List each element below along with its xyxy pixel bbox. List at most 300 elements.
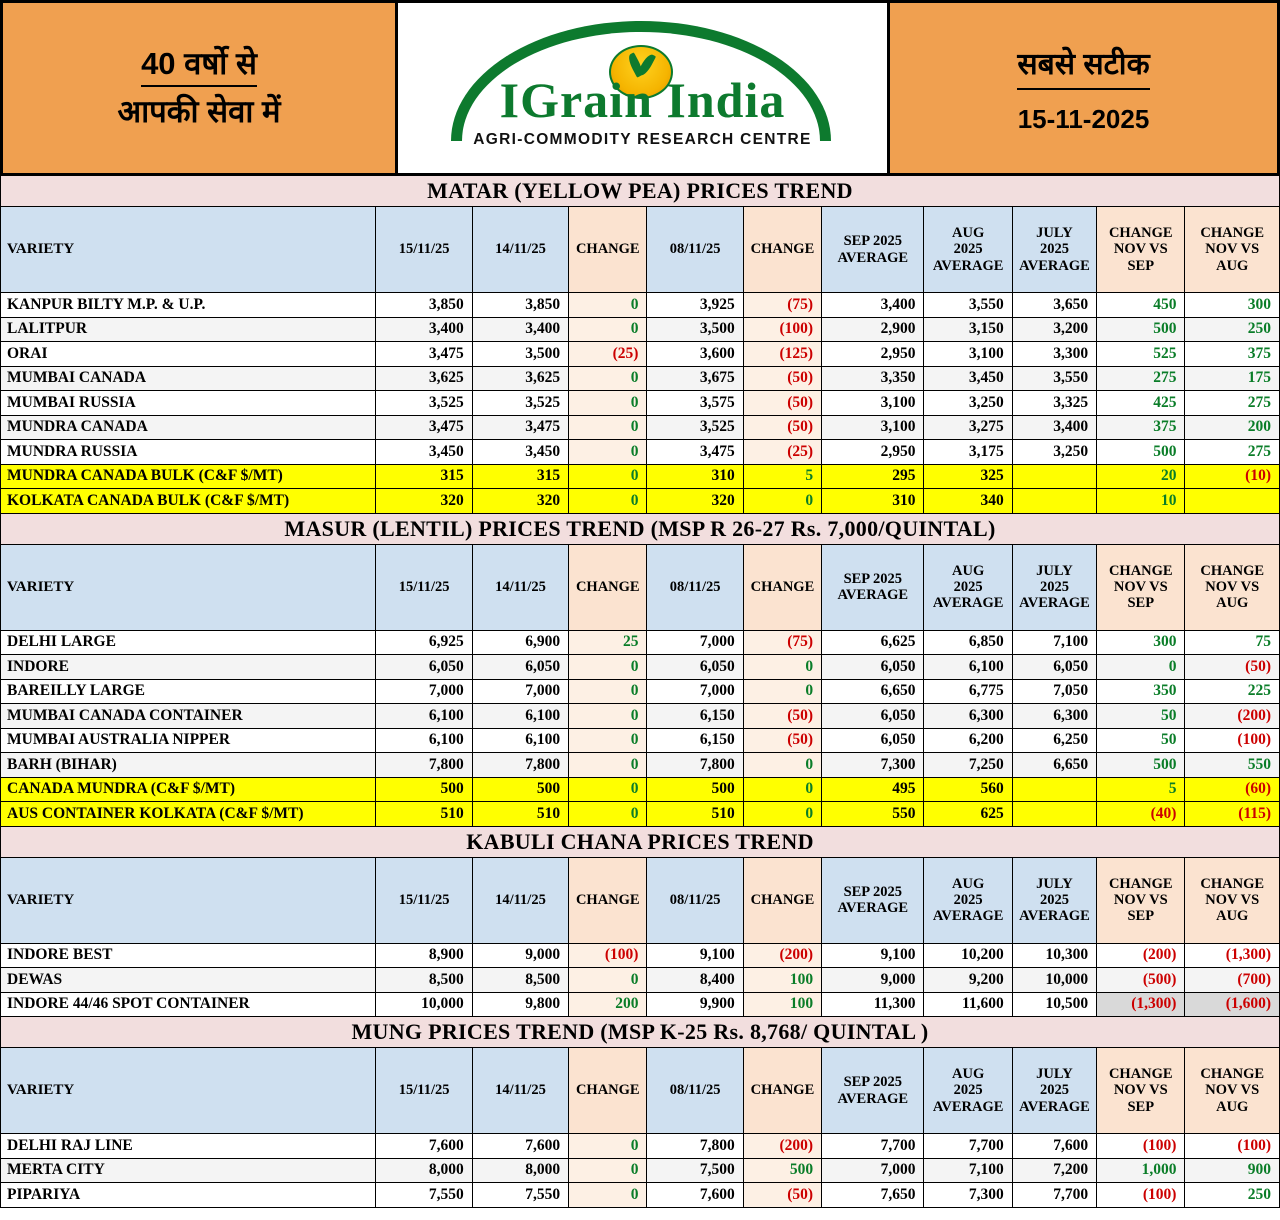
- cell-date-2: 500: [472, 777, 568, 802]
- col-sep-avg: SEP 2025 AVERAGE: [822, 1048, 924, 1134]
- table-row: [1, 728, 1280, 753]
- table-row: [1, 440, 1280, 465]
- cell-date-2: 6,900: [472, 630, 568, 655]
- table-body: [1, 176, 1280, 1208]
- cell-change-nov-aug: (50): [1185, 655, 1280, 680]
- cell-date-1: 510: [376, 802, 472, 827]
- cell-change-nov-aug: [1185, 489, 1280, 514]
- cell-change-2: (50): [743, 415, 821, 440]
- cell-date-2: 7,600: [472, 1134, 568, 1159]
- col-aug-avg: AUG 2025 AVERAGE: [924, 544, 1012, 630]
- col-change-1: CHANGE: [569, 544, 647, 630]
- cell-aug-avg: 3,175: [924, 440, 1012, 465]
- cell-sep-avg: 6,050: [822, 655, 924, 680]
- table-row: [1, 293, 1280, 318]
- cell-sep-avg: 7,650: [822, 1183, 924, 1208]
- cell-change-1: 0: [569, 366, 647, 391]
- cell-change-nov-sep: 500: [1097, 440, 1185, 465]
- table-row: [1, 777, 1280, 802]
- cell-sep-avg: 9,100: [822, 943, 924, 968]
- cell-date-1: 315: [376, 464, 472, 489]
- col-change-2: CHANGE: [743, 857, 821, 943]
- cell-change-2: (75): [743, 293, 821, 318]
- cell-sep-avg: 7,700: [822, 1134, 924, 1159]
- cell-july-avg: 7,600: [1012, 1134, 1096, 1159]
- col-change-nov-aug: CHANGE NOV VS AUG: [1185, 857, 1280, 943]
- cell-change-nov-sep: (100): [1097, 1183, 1185, 1208]
- cell-sep-avg: 6,650: [822, 679, 924, 704]
- cell-sep-avg: 3,100: [822, 391, 924, 416]
- col-change-nov-aug: CHANGE NOV VS AUG: [1185, 1048, 1280, 1134]
- col-variety: VARIETY: [1, 544, 376, 630]
- col-date-3: 08/11/25: [647, 207, 743, 293]
- cell-date-1: 3,450: [376, 440, 472, 465]
- table-row: [1, 943, 1280, 968]
- cell-sep-avg: 550: [822, 802, 924, 827]
- cell-change-nov-aug: 300: [1185, 293, 1280, 318]
- cell-july-avg: 6,250: [1012, 728, 1096, 753]
- row-variety: DELHI RAJ LINE: [1, 1134, 376, 1159]
- col-date-3: 08/11/25: [647, 857, 743, 943]
- cell-date-3: 6,150: [647, 704, 743, 729]
- row-variety: DEWAS: [1, 968, 376, 993]
- row-variety: INDORE 44/46 SPOT CONTAINER: [1, 992, 376, 1017]
- cell-change-1: 0: [569, 415, 647, 440]
- cell-date-1: 7,800: [376, 753, 472, 778]
- cell-change-nov-sep: (500): [1097, 968, 1185, 993]
- cell-date-2: 6,100: [472, 704, 568, 729]
- section-title-row: [1, 513, 1280, 544]
- cell-change-2: 0: [743, 753, 821, 778]
- cell-sep-avg: 6,050: [822, 728, 924, 753]
- cell-change-nov-aug: 75: [1185, 630, 1280, 655]
- table-row: [1, 366, 1280, 391]
- cell-change-nov-sep: 375: [1097, 415, 1185, 440]
- cell-change-2: 0: [743, 777, 821, 802]
- cell-date-1: 7,550: [376, 1183, 472, 1208]
- cell-sep-avg: 2,900: [822, 317, 924, 342]
- row-variety: KOLKATA CANADA BULK (C&F $/MT): [1, 489, 376, 514]
- col-july-avg: JULY 2025 AVERAGE: [1012, 207, 1096, 293]
- col-variety: VARIETY: [1, 207, 376, 293]
- table-row: [1, 391, 1280, 416]
- cell-aug-avg: 6,775: [924, 679, 1012, 704]
- cell-date-1: 3,475: [376, 342, 472, 367]
- cell-change-2: (50): [743, 1183, 821, 1208]
- cell-date-3: 8,400: [647, 968, 743, 993]
- section-title: MATAR (YELLOW PEA) PRICES TREND: [1, 176, 1280, 207]
- col-date-1: 15/11/25: [376, 1048, 472, 1134]
- cell-change-nov-sep: 450: [1097, 293, 1185, 318]
- cell-date-2: 8,500: [472, 968, 568, 993]
- table-row: [1, 630, 1280, 655]
- cell-date-3: 500: [647, 777, 743, 802]
- cell-july-avg: 3,325: [1012, 391, 1096, 416]
- cell-change-1: 0: [569, 777, 647, 802]
- cell-date-3: 310: [647, 464, 743, 489]
- cell-date-1: 6,100: [376, 704, 472, 729]
- table-row: [1, 704, 1280, 729]
- col-date-3: 08/11/25: [647, 1048, 743, 1134]
- cell-aug-avg: 340: [924, 489, 1012, 514]
- cell-date-2: 7,550: [472, 1183, 568, 1208]
- cell-july-avg: 3,400: [1012, 415, 1096, 440]
- cell-sep-avg: 3,100: [822, 415, 924, 440]
- cell-change-2: (100): [743, 317, 821, 342]
- cell-july-avg: 10,500: [1012, 992, 1096, 1017]
- cell-july-avg: 7,200: [1012, 1158, 1096, 1183]
- cell-date-3: 6,050: [647, 655, 743, 680]
- cell-sep-avg: 310: [822, 489, 924, 514]
- cell-july-avg: 3,250: [1012, 440, 1096, 465]
- cell-change-nov-aug: 900: [1185, 1158, 1280, 1183]
- cell-july-avg: [1012, 802, 1096, 827]
- report-header: [0, 0, 1280, 175]
- table-row: [1, 1134, 1280, 1159]
- cell-change-1: 0: [569, 1134, 647, 1159]
- logo-subtitle: AGRI-COMMODITY RESEARCH CENTRE: [473, 131, 812, 148]
- col-change-nov-sep: CHANGE NOV VS SEP: [1097, 544, 1185, 630]
- cell-change-nov-sep: 350: [1097, 679, 1185, 704]
- cell-date-1: 3,850: [376, 293, 472, 318]
- cell-date-2: 3,625: [472, 366, 568, 391]
- cell-change-2: (50): [743, 704, 821, 729]
- section-title: MASUR (LENTIL) PRICES TREND (MSP R 26-27 Rs. 7,000/QUINTAL): [1, 513, 1280, 544]
- cell-change-nov-sep: 500: [1097, 753, 1185, 778]
- cell-july-avg: 6,050: [1012, 655, 1096, 680]
- col-date-2: 14/11/25: [472, 857, 568, 943]
- cell-date-2: 3,525: [472, 391, 568, 416]
- cell-date-3: 7,800: [647, 1134, 743, 1159]
- row-variety: MUNDRA RUSSIA: [1, 440, 376, 465]
- cell-july-avg: 7,100: [1012, 630, 1096, 655]
- cell-date-2: 510: [472, 802, 568, 827]
- section-title: MUNG PRICES TREND (MSP K-25 Rs. 8,768/ QUINTAL ): [1, 1017, 1280, 1048]
- cell-change-2: 100: [743, 992, 821, 1017]
- cell-date-1: 3,625: [376, 366, 472, 391]
- col-variety: VARIETY: [1, 857, 376, 943]
- row-variety: INDORE: [1, 655, 376, 680]
- logo-name: IGrain India: [499, 72, 786, 128]
- cell-sep-avg: 2,950: [822, 342, 924, 367]
- cell-date-3: 9,100: [647, 943, 743, 968]
- table-row: [1, 753, 1280, 778]
- cell-july-avg: 3,300: [1012, 342, 1096, 367]
- cell-sep-avg: 2,950: [822, 440, 924, 465]
- col-change-nov-aug: CHANGE NOV VS AUG: [1185, 544, 1280, 630]
- cell-date-2: 315: [472, 464, 568, 489]
- cell-date-3: 7,000: [647, 679, 743, 704]
- cell-change-nov-aug: (115): [1185, 802, 1280, 827]
- col-change-1: CHANGE: [569, 857, 647, 943]
- row-variety: MUNDRA CANADA: [1, 415, 376, 440]
- cell-july-avg: 10,300: [1012, 943, 1096, 968]
- cell-july-avg: 6,300: [1012, 704, 1096, 729]
- cell-change-nov-aug: 225: [1185, 679, 1280, 704]
- row-variety: INDORE BEST: [1, 943, 376, 968]
- cell-sep-avg: 495: [822, 777, 924, 802]
- cell-change-2: (50): [743, 366, 821, 391]
- cell-aug-avg: 6,200: [924, 728, 1012, 753]
- col-aug-avg: AUG 2025 AVERAGE: [924, 857, 1012, 943]
- cell-change-2: (50): [743, 728, 821, 753]
- cell-change-nov-aug: 275: [1185, 440, 1280, 465]
- cell-change-1: 0: [569, 679, 647, 704]
- cell-change-2: 0: [743, 679, 821, 704]
- section-title: KABULI CHANA PRICES TREND: [1, 826, 1280, 857]
- cell-change-1: 0: [569, 1158, 647, 1183]
- cell-sep-avg: 6,050: [822, 704, 924, 729]
- cell-change-nov-sep: 425: [1097, 391, 1185, 416]
- cell-date-2: 3,400: [472, 317, 568, 342]
- cell-date-1: 500: [376, 777, 472, 802]
- cell-change-1: (25): [569, 342, 647, 367]
- price-tables: [0, 175, 1280, 1208]
- cell-date-2: 3,450: [472, 440, 568, 465]
- table-row: [1, 415, 1280, 440]
- cell-change-nov-sep: (200): [1097, 943, 1185, 968]
- cell-change-2: 500: [743, 1158, 821, 1183]
- cell-change-nov-sep: 525: [1097, 342, 1185, 367]
- cell-date-1: 10,000: [376, 992, 472, 1017]
- table-row: [1, 464, 1280, 489]
- cell-date-1: 7,000: [376, 679, 472, 704]
- cell-change-1: 0: [569, 802, 647, 827]
- column-header-row: [1, 207, 1280, 293]
- col-july-avg: JULY 2025 AVERAGE: [1012, 857, 1096, 943]
- cell-date-3: 3,600: [647, 342, 743, 367]
- col-change-nov-sep: CHANGE NOV VS SEP: [1097, 1048, 1185, 1134]
- col-change-2: CHANGE: [743, 1048, 821, 1134]
- cell-change-nov-sep: 500: [1097, 317, 1185, 342]
- cell-date-3: 7,800: [647, 753, 743, 778]
- cell-change-2: 5: [743, 464, 821, 489]
- cell-aug-avg: 560: [924, 777, 1012, 802]
- cell-change-nov-sep: 50: [1097, 728, 1185, 753]
- cell-date-2: 7,000: [472, 679, 568, 704]
- cell-change-2: 0: [743, 802, 821, 827]
- cell-change-nov-aug: 550: [1185, 753, 1280, 778]
- table-row: [1, 317, 1280, 342]
- cell-date-3: 3,675: [647, 366, 743, 391]
- cell-date-1: 8,900: [376, 943, 472, 968]
- cell-date-1: 3,525: [376, 391, 472, 416]
- cell-change-nov-aug: (10): [1185, 464, 1280, 489]
- cell-date-3: 3,525: [647, 415, 743, 440]
- row-variety: ORAI: [1, 342, 376, 367]
- cell-july-avg: 10,000: [1012, 968, 1096, 993]
- cell-july-avg: 3,200: [1012, 317, 1096, 342]
- cell-change-nov-sep: 1,000: [1097, 1158, 1185, 1183]
- cell-july-avg: [1012, 489, 1096, 514]
- cell-july-avg: 3,550: [1012, 366, 1096, 391]
- cell-change-nov-sep: (1,300): [1097, 992, 1185, 1017]
- col-date-2: 14/11/25: [472, 544, 568, 630]
- cell-date-3: 7,600: [647, 1183, 743, 1208]
- header-logo: [398, 3, 890, 173]
- cell-change-1: 0: [569, 753, 647, 778]
- cell-date-1: 8,500: [376, 968, 472, 993]
- cell-change-nov-sep: (40): [1097, 802, 1185, 827]
- cell-change-2: (25): [743, 440, 821, 465]
- cell-date-3: 510: [647, 802, 743, 827]
- cell-change-nov-aug: (100): [1185, 728, 1280, 753]
- cell-change-nov-sep: 275: [1097, 366, 1185, 391]
- report-date: 15-11-2025: [1017, 103, 1150, 134]
- cell-change-nov-aug: (200): [1185, 704, 1280, 729]
- cell-sep-avg: 6,625: [822, 630, 924, 655]
- section-title-row: [1, 826, 1280, 857]
- cell-date-3: 3,575: [647, 391, 743, 416]
- col-change-nov-aug: CHANGE NOV VS AUG: [1185, 207, 1280, 293]
- table-row: [1, 968, 1280, 993]
- column-header-row: [1, 544, 1280, 630]
- tagline-line-2: आपकी सेवा में: [117, 94, 281, 129]
- cell-date-3: 3,500: [647, 317, 743, 342]
- cell-date-3: 320: [647, 489, 743, 514]
- col-date-1: 15/11/25: [376, 207, 472, 293]
- cell-aug-avg: 325: [924, 464, 1012, 489]
- cell-change-1: 0: [569, 391, 647, 416]
- cell-date-2: 6,100: [472, 728, 568, 753]
- col-sep-avg: SEP 2025 AVERAGE: [822, 544, 924, 630]
- table-row: [1, 679, 1280, 704]
- cell-change-1: 0: [569, 440, 647, 465]
- table-row: [1, 992, 1280, 1017]
- cell-date-1: 320: [376, 489, 472, 514]
- cell-aug-avg: 3,250: [924, 391, 1012, 416]
- cell-sep-avg: 9,000: [822, 968, 924, 993]
- row-variety: BAREILLY LARGE: [1, 679, 376, 704]
- cell-change-1: (100): [569, 943, 647, 968]
- cell-aug-avg: 9,200: [924, 968, 1012, 993]
- col-date-3: 08/11/25: [647, 544, 743, 630]
- col-sep-avg: SEP 2025 AVERAGE: [822, 207, 924, 293]
- header-right: [890, 3, 1277, 173]
- cell-change-nov-aug: 175: [1185, 366, 1280, 391]
- section-title-row: [1, 176, 1280, 207]
- cell-july-avg: [1012, 777, 1096, 802]
- cell-change-nov-aug: 200: [1185, 415, 1280, 440]
- col-aug-avg: AUG 2025 AVERAGE: [924, 1048, 1012, 1134]
- cell-aug-avg: 10,200: [924, 943, 1012, 968]
- column-header-row: [1, 857, 1280, 943]
- cell-change-nov-sep: (100): [1097, 1134, 1185, 1159]
- col-change-1: CHANGE: [569, 207, 647, 293]
- cell-aug-avg: 7,100: [924, 1158, 1012, 1183]
- cell-date-2: 9,000: [472, 943, 568, 968]
- cell-date-3: 6,150: [647, 728, 743, 753]
- col-date-2: 14/11/25: [472, 1048, 568, 1134]
- cell-change-nov-aug: (1,300): [1185, 943, 1280, 968]
- cell-date-2: 3,850: [472, 293, 568, 318]
- col-change-nov-sep: CHANGE NOV VS SEP: [1097, 207, 1185, 293]
- cell-change-2: (125): [743, 342, 821, 367]
- section-title-row: [1, 1017, 1280, 1048]
- cell-change-nov-aug: (700): [1185, 968, 1280, 993]
- cell-date-1: 8,000: [376, 1158, 472, 1183]
- row-variety: MUMBAI CANADA CONTAINER: [1, 704, 376, 729]
- table-row: [1, 342, 1280, 367]
- row-variety: MUMBAI RUSSIA: [1, 391, 376, 416]
- cell-change-2: (50): [743, 391, 821, 416]
- row-variety: AUS CONTAINER KOLKATA (C&F $/MT): [1, 802, 376, 827]
- cell-date-1: 3,400: [376, 317, 472, 342]
- col-change-nov-sep: CHANGE NOV VS SEP: [1097, 857, 1185, 943]
- cell-date-1: 6,925: [376, 630, 472, 655]
- cell-change-nov-sep: 20: [1097, 464, 1185, 489]
- cell-change-1: 0: [569, 1183, 647, 1208]
- cell-aug-avg: 3,150: [924, 317, 1012, 342]
- cell-date-2: 3,500: [472, 342, 568, 367]
- cell-change-2: 0: [743, 489, 821, 514]
- table-row: [1, 489, 1280, 514]
- row-variety: LALITPUR: [1, 317, 376, 342]
- cell-july-avg: 7,700: [1012, 1183, 1096, 1208]
- cell-date-1: 6,050: [376, 655, 472, 680]
- cell-sep-avg: 7,300: [822, 753, 924, 778]
- cell-date-3: 7,500: [647, 1158, 743, 1183]
- row-variety: CANADA MUNDRA (C&F $/MT): [1, 777, 376, 802]
- cell-date-2: 9,800: [472, 992, 568, 1017]
- cell-aug-avg: 6,850: [924, 630, 1012, 655]
- row-variety: MUMBAI CANADA: [1, 366, 376, 391]
- cell-date-3: 9,900: [647, 992, 743, 1017]
- cell-aug-avg: 3,450: [924, 366, 1012, 391]
- cell-aug-avg: 7,700: [924, 1134, 1012, 1159]
- cell-change-nov-aug: 250: [1185, 317, 1280, 342]
- cell-change-1: 0: [569, 968, 647, 993]
- cell-change-nov-sep: 10: [1097, 489, 1185, 514]
- cell-change-1: 25: [569, 630, 647, 655]
- table-row: [1, 1158, 1280, 1183]
- cell-july-avg: 7,050: [1012, 679, 1096, 704]
- cell-change-1: 0: [569, 489, 647, 514]
- cell-change-1: 200: [569, 992, 647, 1017]
- cell-date-2: 320: [472, 489, 568, 514]
- col-july-avg: JULY 2025 AVERAGE: [1012, 1048, 1096, 1134]
- cell-july-avg: [1012, 464, 1096, 489]
- cell-change-nov-aug: (60): [1185, 777, 1280, 802]
- cell-aug-avg: 625: [924, 802, 1012, 827]
- cell-change-2: 0: [743, 655, 821, 680]
- tagline-line-1: 40 वर्षो से: [141, 46, 257, 87]
- table-row: [1, 802, 1280, 827]
- cell-sep-avg: 7,000: [822, 1158, 924, 1183]
- cell-aug-avg: 3,275: [924, 415, 1012, 440]
- col-sep-avg: SEP 2025 AVERAGE: [822, 857, 924, 943]
- cell-change-nov-sep: 50: [1097, 704, 1185, 729]
- row-variety: DELHI LARGE: [1, 630, 376, 655]
- cell-date-1: 7,600: [376, 1134, 472, 1159]
- cell-aug-avg: 6,100: [924, 655, 1012, 680]
- col-aug-avg: AUG 2025 AVERAGE: [924, 207, 1012, 293]
- cell-sep-avg: 3,350: [822, 366, 924, 391]
- cell-change-nov-aug: (100): [1185, 1134, 1280, 1159]
- cell-change-nov-sep: 300: [1097, 630, 1185, 655]
- cell-date-2: 8,000: [472, 1158, 568, 1183]
- table-row: [1, 655, 1280, 680]
- cell-aug-avg: 7,300: [924, 1183, 1012, 1208]
- col-variety: VARIETY: [1, 1048, 376, 1134]
- col-change-2: CHANGE: [743, 207, 821, 293]
- cell-change-1: 0: [569, 317, 647, 342]
- col-date-1: 15/11/25: [376, 544, 472, 630]
- cell-sep-avg: 3,400: [822, 293, 924, 318]
- cell-date-2: 6,050: [472, 655, 568, 680]
- cell-aug-avg: 3,100: [924, 342, 1012, 367]
- cell-change-2: (200): [743, 943, 821, 968]
